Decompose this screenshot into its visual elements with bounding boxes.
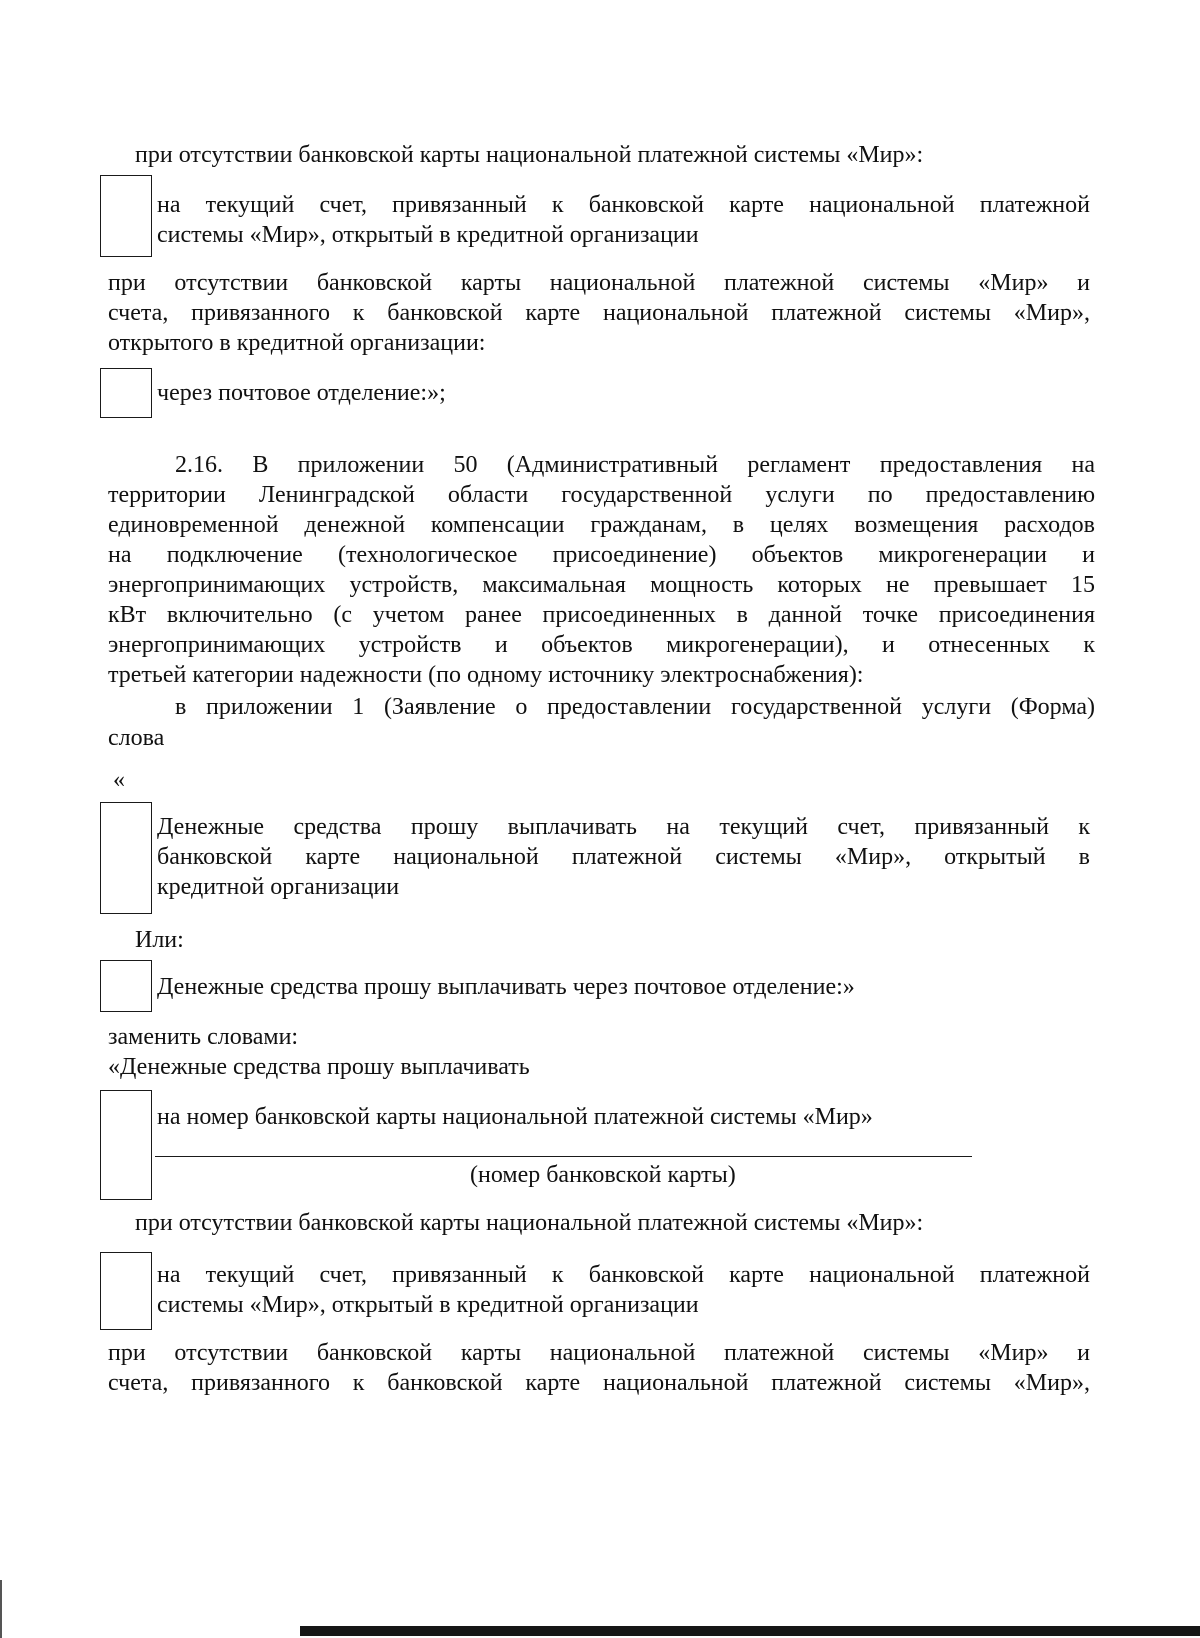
checkbox-card[interactable] <box>100 1090 152 1200</box>
old-account-line-1: Денежные средства прошу выплачивать на текущий счет, привязанный к <box>157 814 1090 840</box>
option-post: через почтовое отделение:»; <box>157 380 446 406</box>
intro-no-card-no-account-line-1: при отсутствии банковской карты национальной платежной системы «Мир» и <box>108 270 1090 296</box>
or-label: Или: <box>135 927 184 953</box>
para-216-line-5: энергопринимающих устройств, максимальная мощность которых не превышает 15 <box>108 572 1095 598</box>
new-lead: «Денежные средства прошу выплачивать <box>108 1054 530 1080</box>
appendix-line-2: слова <box>108 725 165 751</box>
option-account-line-1: на текущий счет, привязанный к банковской карте национальной платежной <box>157 192 1090 218</box>
old-account-line-2: банковской карте национальной платежной системы «Мир», открытый в <box>157 844 1090 870</box>
option-card: на номер банковской карты национальной платежной системы «Мир» <box>157 1104 873 1130</box>
checkbox-post[interactable] <box>100 368 152 418</box>
checkbox-old-account[interactable] <box>100 802 152 914</box>
new-intro-no-card-no-account-line-1: при отсутствии банковской карты национальной платежной системы «Мир» и <box>108 1340 1090 1366</box>
checkbox-account[interactable] <box>100 175 152 257</box>
card-number-line[interactable] <box>155 1156 972 1157</box>
quote-open: « <box>113 767 125 793</box>
intro-no-card-no-account-line-3: открытого в кредитной организации: <box>108 330 486 356</box>
appendix-line-1: в приложении 1 (Заявление о предоставлении государственной услуги (Форма) <box>175 694 1095 720</box>
scan-edge-left <box>0 1580 2 1638</box>
para-216-line-1: 2.16. В приложении 50 (Административный регламент предоставления на <box>175 452 1095 478</box>
old-account-line-3: кредитной организации <box>157 874 400 900</box>
replace-label: заменить словами: <box>108 1024 299 1050</box>
new-account-line-1: на текущий счет, привязанный к банковской карте национальной платежной <box>157 1262 1090 1288</box>
para-216-line-2: территории Ленинградской области государственной услуги по предоставлению <box>108 482 1095 508</box>
intro-no-card: при отсутствии банковской карты национальной платежной системы «Мир»: <box>135 142 924 168</box>
new-intro-no-card: при отсутствии банковской карты национальной платежной системы «Мир»: <box>135 1210 924 1236</box>
new-account-line-2: системы «Мир», открытый в кредитной организации <box>157 1292 699 1318</box>
para-216-line-3: единовременной денежной компенсации гражданам, в целях возмещения расходов <box>108 512 1095 538</box>
scan-edge-bottom <box>300 1626 1200 1636</box>
old-post: Денежные средства прошу выплачивать через почтовое отделение:» <box>157 974 855 1000</box>
checkbox-old-post[interactable] <box>100 960 152 1012</box>
para-216-line-6: кВт включительно (с учетом ранее присоединенных в данной точке присоединения <box>108 602 1095 628</box>
intro-no-card-no-account-line-2: счета, привязанного к банковской карте национальной платежной системы «Мир», <box>108 300 1090 326</box>
card-number-caption: (номер банковской карты) <box>470 1162 736 1188</box>
para-216-line-8: третьей категории надежности (по одному источнику электроснабжения): <box>108 662 864 688</box>
option-account-line-2: системы «Мир», открытый в кредитной организации <box>157 222 699 248</box>
checkbox-new-account[interactable] <box>100 1252 152 1330</box>
para-216-line-4: на подключение (технологическое присоединение) объектов микрогенерации и <box>108 542 1095 568</box>
para-216-line-7: энергопринимающих устройств и объектов микрогенерации), и отнесенных к <box>108 632 1095 658</box>
new-intro-no-card-no-account-line-2: счета, привязанного к банковской карте национальной платежной системы «Мир», <box>108 1370 1090 1396</box>
